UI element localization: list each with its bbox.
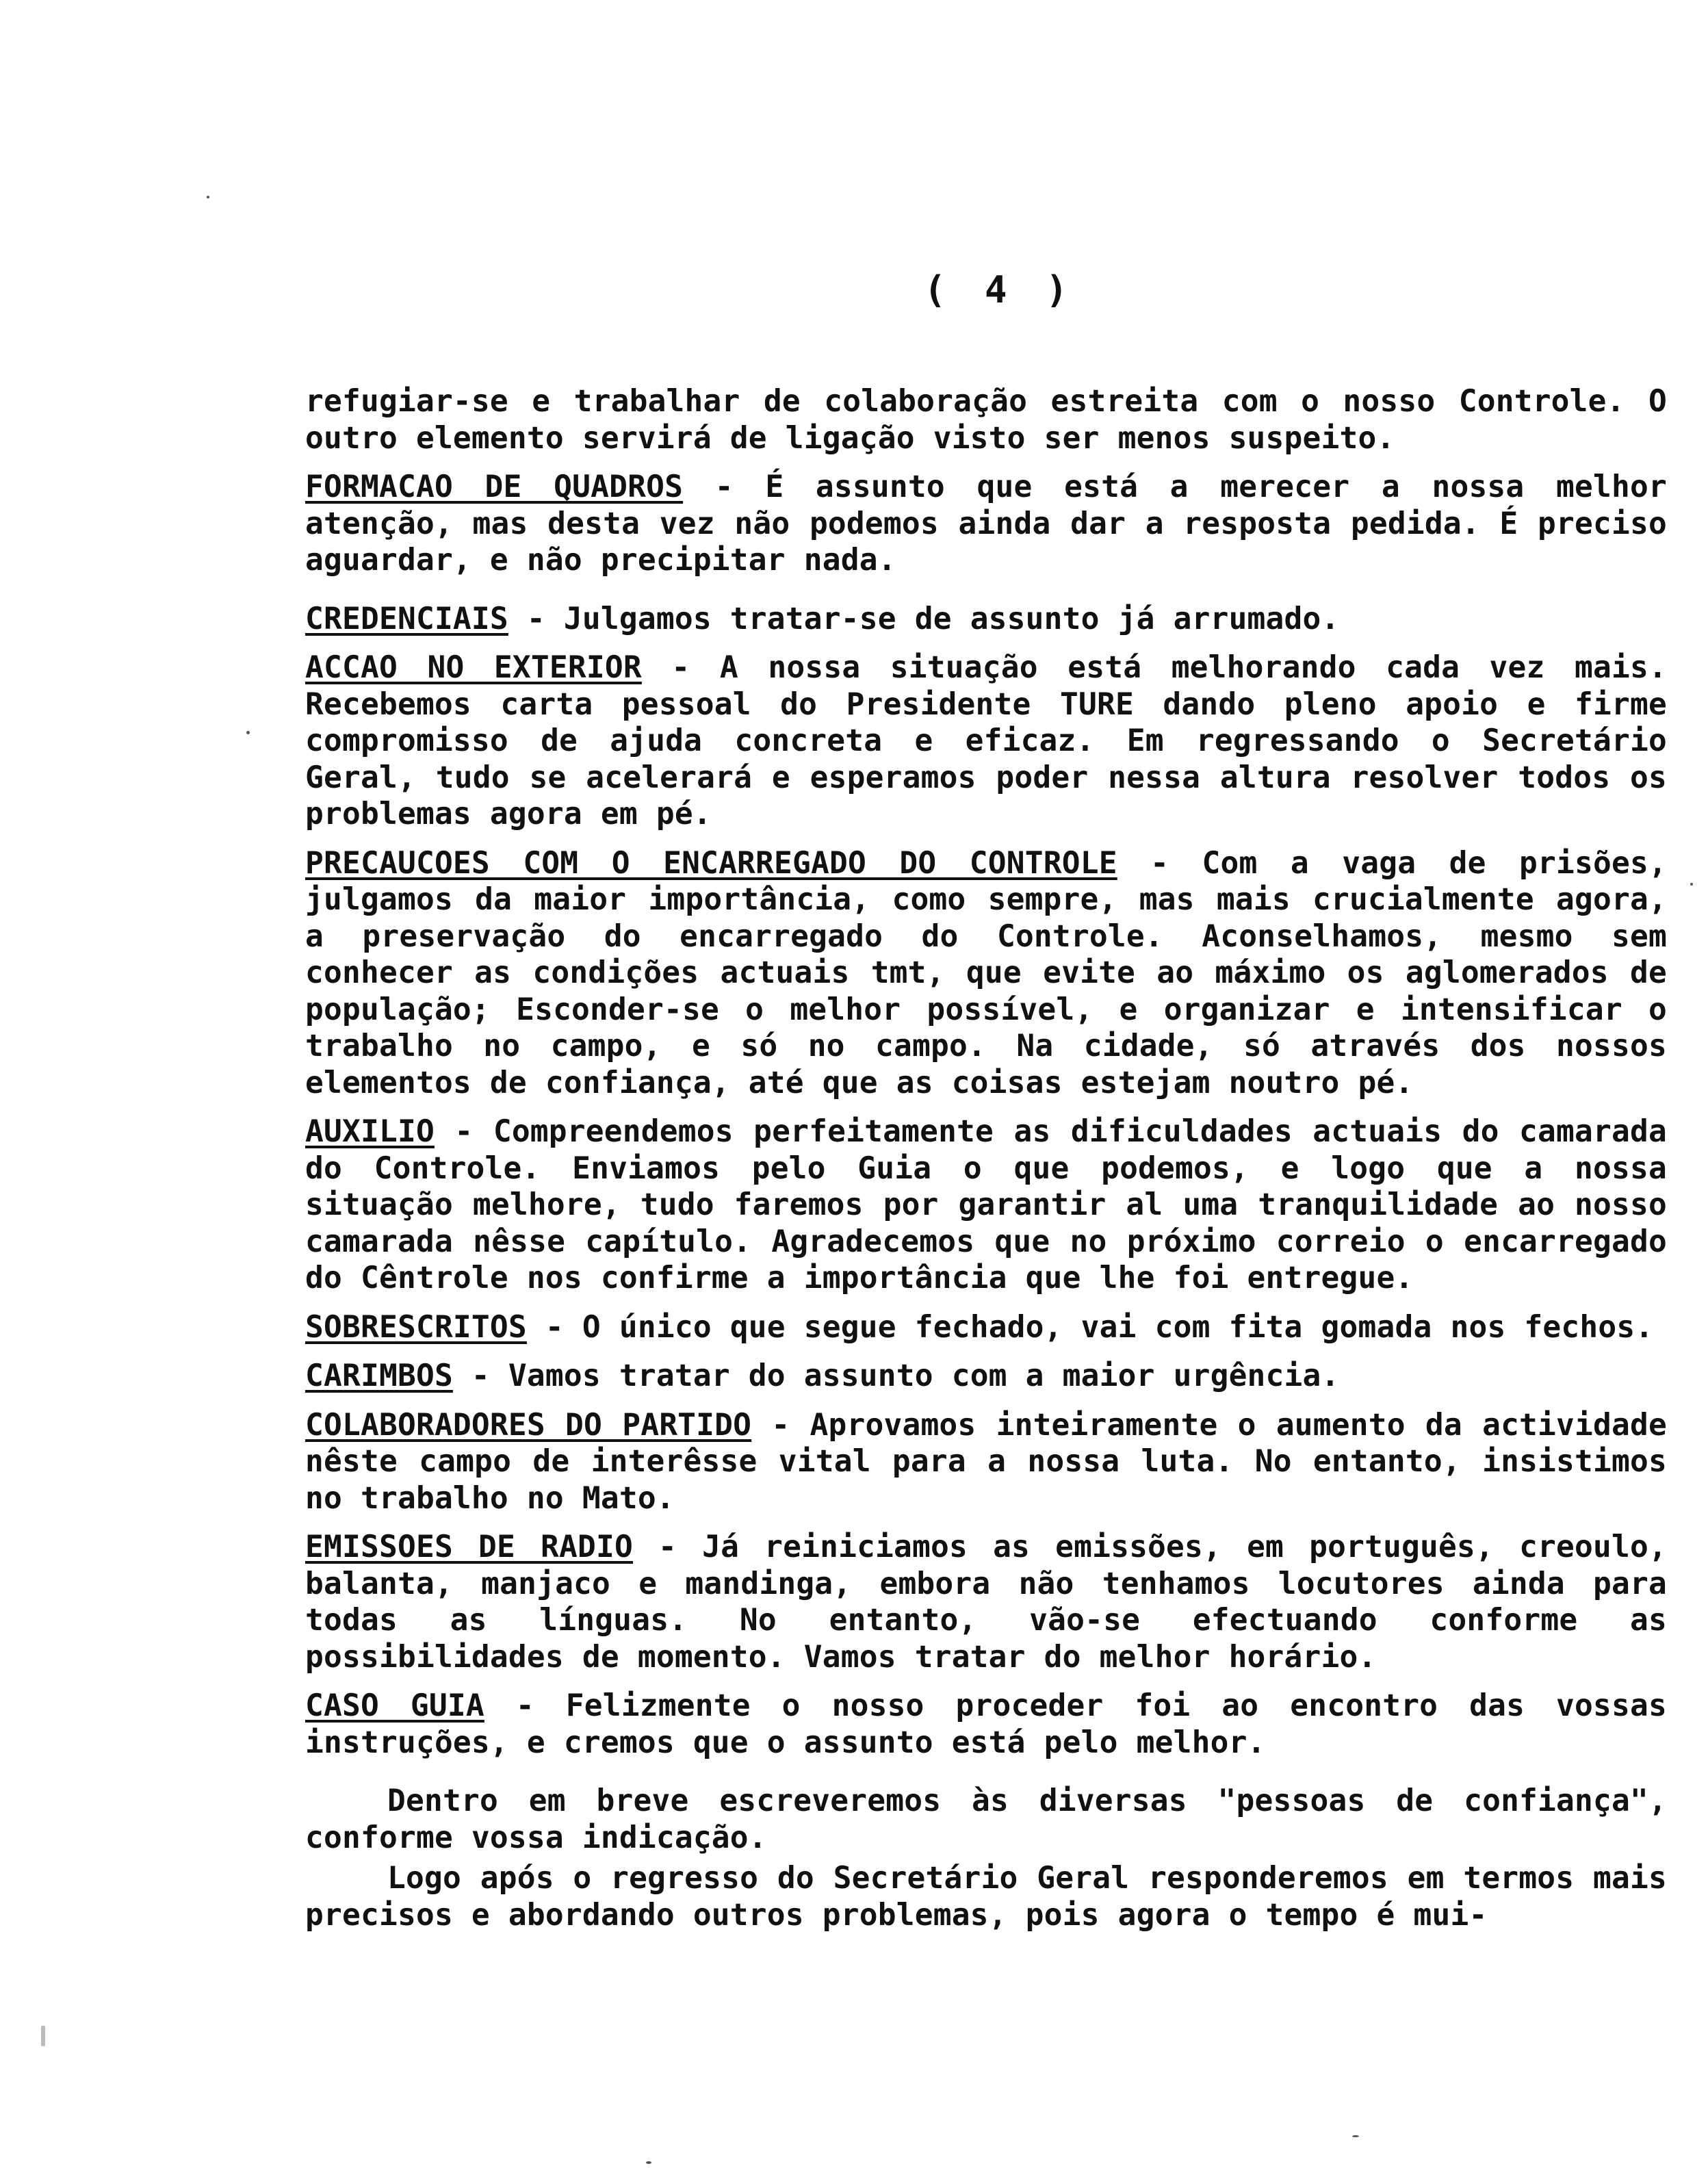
page-number: ( 4 ) xyxy=(924,268,1076,311)
scan-speck xyxy=(646,2161,651,2164)
section-heading: PRECAUCOES COM O ENCARREGADO DO CONTROLE xyxy=(305,845,1117,881)
section-heading: FORMACAO DE QUADROS xyxy=(305,469,684,504)
section-heading: AUXILIO xyxy=(305,1114,435,1149)
paragraph-colaboradores xyxy=(305,1407,1667,1517)
paragraph-credenciais xyxy=(305,601,1667,638)
section-heading: ACCAO NO EXTERIOR xyxy=(305,650,642,685)
paragraph-text: - Compreendemos perfeitamente as dificuldades actuais do camarada do Controle. Enviamos pelo Guia o que podemos, e logo que a nossa situação melhore, tudo faremos por garantir al uma tranquilidade ao nosso camarada nêsse capítulo. Agradecemos que no próximo correio o encarregado do Cêntrole nos confirme a importância que lhe foi entregue. xyxy=(305,1114,1667,1295)
paragraph-text: - Vamos tratar do assunto com a maior urgência. xyxy=(452,1358,1340,1393)
closing-paragraph-1: Dentro em breve escreveremos às diversas "pessoas de confiança", conforme vossa indicação. xyxy=(305,1783,1667,1855)
paragraph-sobrescritos xyxy=(305,1309,1667,1346)
paragraph-continuation xyxy=(305,383,1667,456)
paragraph-precaucoes xyxy=(305,845,1667,1102)
scan-speck xyxy=(41,2026,45,2046)
paragraph-caso-guia xyxy=(305,1688,1667,1761)
paragraph-text: refugiar-se e trabalhar de colaboração estreita com o nosso Controle. O outro elemento servirá de ligação visto ser menos suspeito. xyxy=(305,384,1667,456)
paragraph-text: - O único que segue fechado, vai com fita gomada nos fechos. xyxy=(526,1309,1654,1345)
paragraph-formacao-de-quadros xyxy=(305,469,1667,579)
paragraph-text: - Julgamos tratar-se de assunto já arrumado. xyxy=(508,601,1340,636)
closing-paragraph-2: Logo após o regresso do Secretário Geral responderemos em termos mais precisos e abordando outros problemas, pois agora o tempo é mui- xyxy=(305,1861,1667,1933)
scan-speck xyxy=(246,731,250,734)
document-body xyxy=(305,383,1667,1937)
paragraph-text: - Aprovamos inteiramente o aumento da actividade nêste campo de interêsse vital para a nossa luta. No entanto, insistimos no trabalho no Mato. xyxy=(305,1407,1667,1516)
paragraph-text: - Felizmente o nosso proceder foi ao encontro das vossas instruções, e cremos que o assunto está pelo melhor. xyxy=(305,1688,1667,1760)
paragraph-carimbos xyxy=(305,1358,1667,1395)
scan-speck xyxy=(207,196,209,198)
section-heading: SOBRESCRITOS xyxy=(305,1309,527,1345)
section-heading: COLABORADORES DO PARTIDO xyxy=(305,1407,752,1443)
section-heading: CREDENCIAIS xyxy=(305,601,508,636)
section-heading: EMISSOES DE RADIO xyxy=(305,1530,633,1564)
paragraph-accao-no-exterior xyxy=(305,649,1667,833)
paragraph-auxilio xyxy=(305,1113,1667,1297)
section-heading: CASO GUIA xyxy=(305,1688,484,1723)
paragraph-text: - É assunto que está a merecer a nossa melhor atenção, mas desta vez não podemos ainda dar a resposta pedida. É preciso aguardar, e não precipitar nada. xyxy=(305,469,1667,578)
paragraph-text: - A nossa situação está melhorando cada vez mais. Recebemos carta pessoal do Presidente TURE dando pleno apoio e firme compromisso de ajuda concreta e eficaz. Em regressando o Secretário Geral, tudo se acelerará e esperamos poder nessa altura resolver todos os problemas agora em pé. xyxy=(305,650,1667,831)
paragraph-emissoes-de-radio xyxy=(305,1529,1667,1675)
paragraph-text: - Já reiniciamos as emissões, em português, creoulo, balanta, manjaco e mandinga, embora não tenhamos locutores ainda para todas as línguas. No entanto, vão-se efectuando conforme as possibilidades de momento. Vamos tratar do melhor horário. xyxy=(305,1530,1667,1675)
paragraph-text: - Com a vaga de prisões, julgamos da maior importância, como sempre, mas mais crucialmente agora, a preservação do encarregado do Controle. Aconselhamos, mesmo sem conhecer as condições actuais tmt, que evite ao máximo os aglomerados de população; Esconder-se o melhor possível, e organizar e intensificar o trabalho no campo, e só no campo. Na cidade, só através dos nossos elementos de confiança, até que as coisas estejam noutro pé. xyxy=(305,845,1667,1100)
scan-speck xyxy=(1352,2135,1359,2137)
section-heading: CARIMBOS xyxy=(305,1358,453,1393)
scan-speck xyxy=(1690,883,1693,886)
